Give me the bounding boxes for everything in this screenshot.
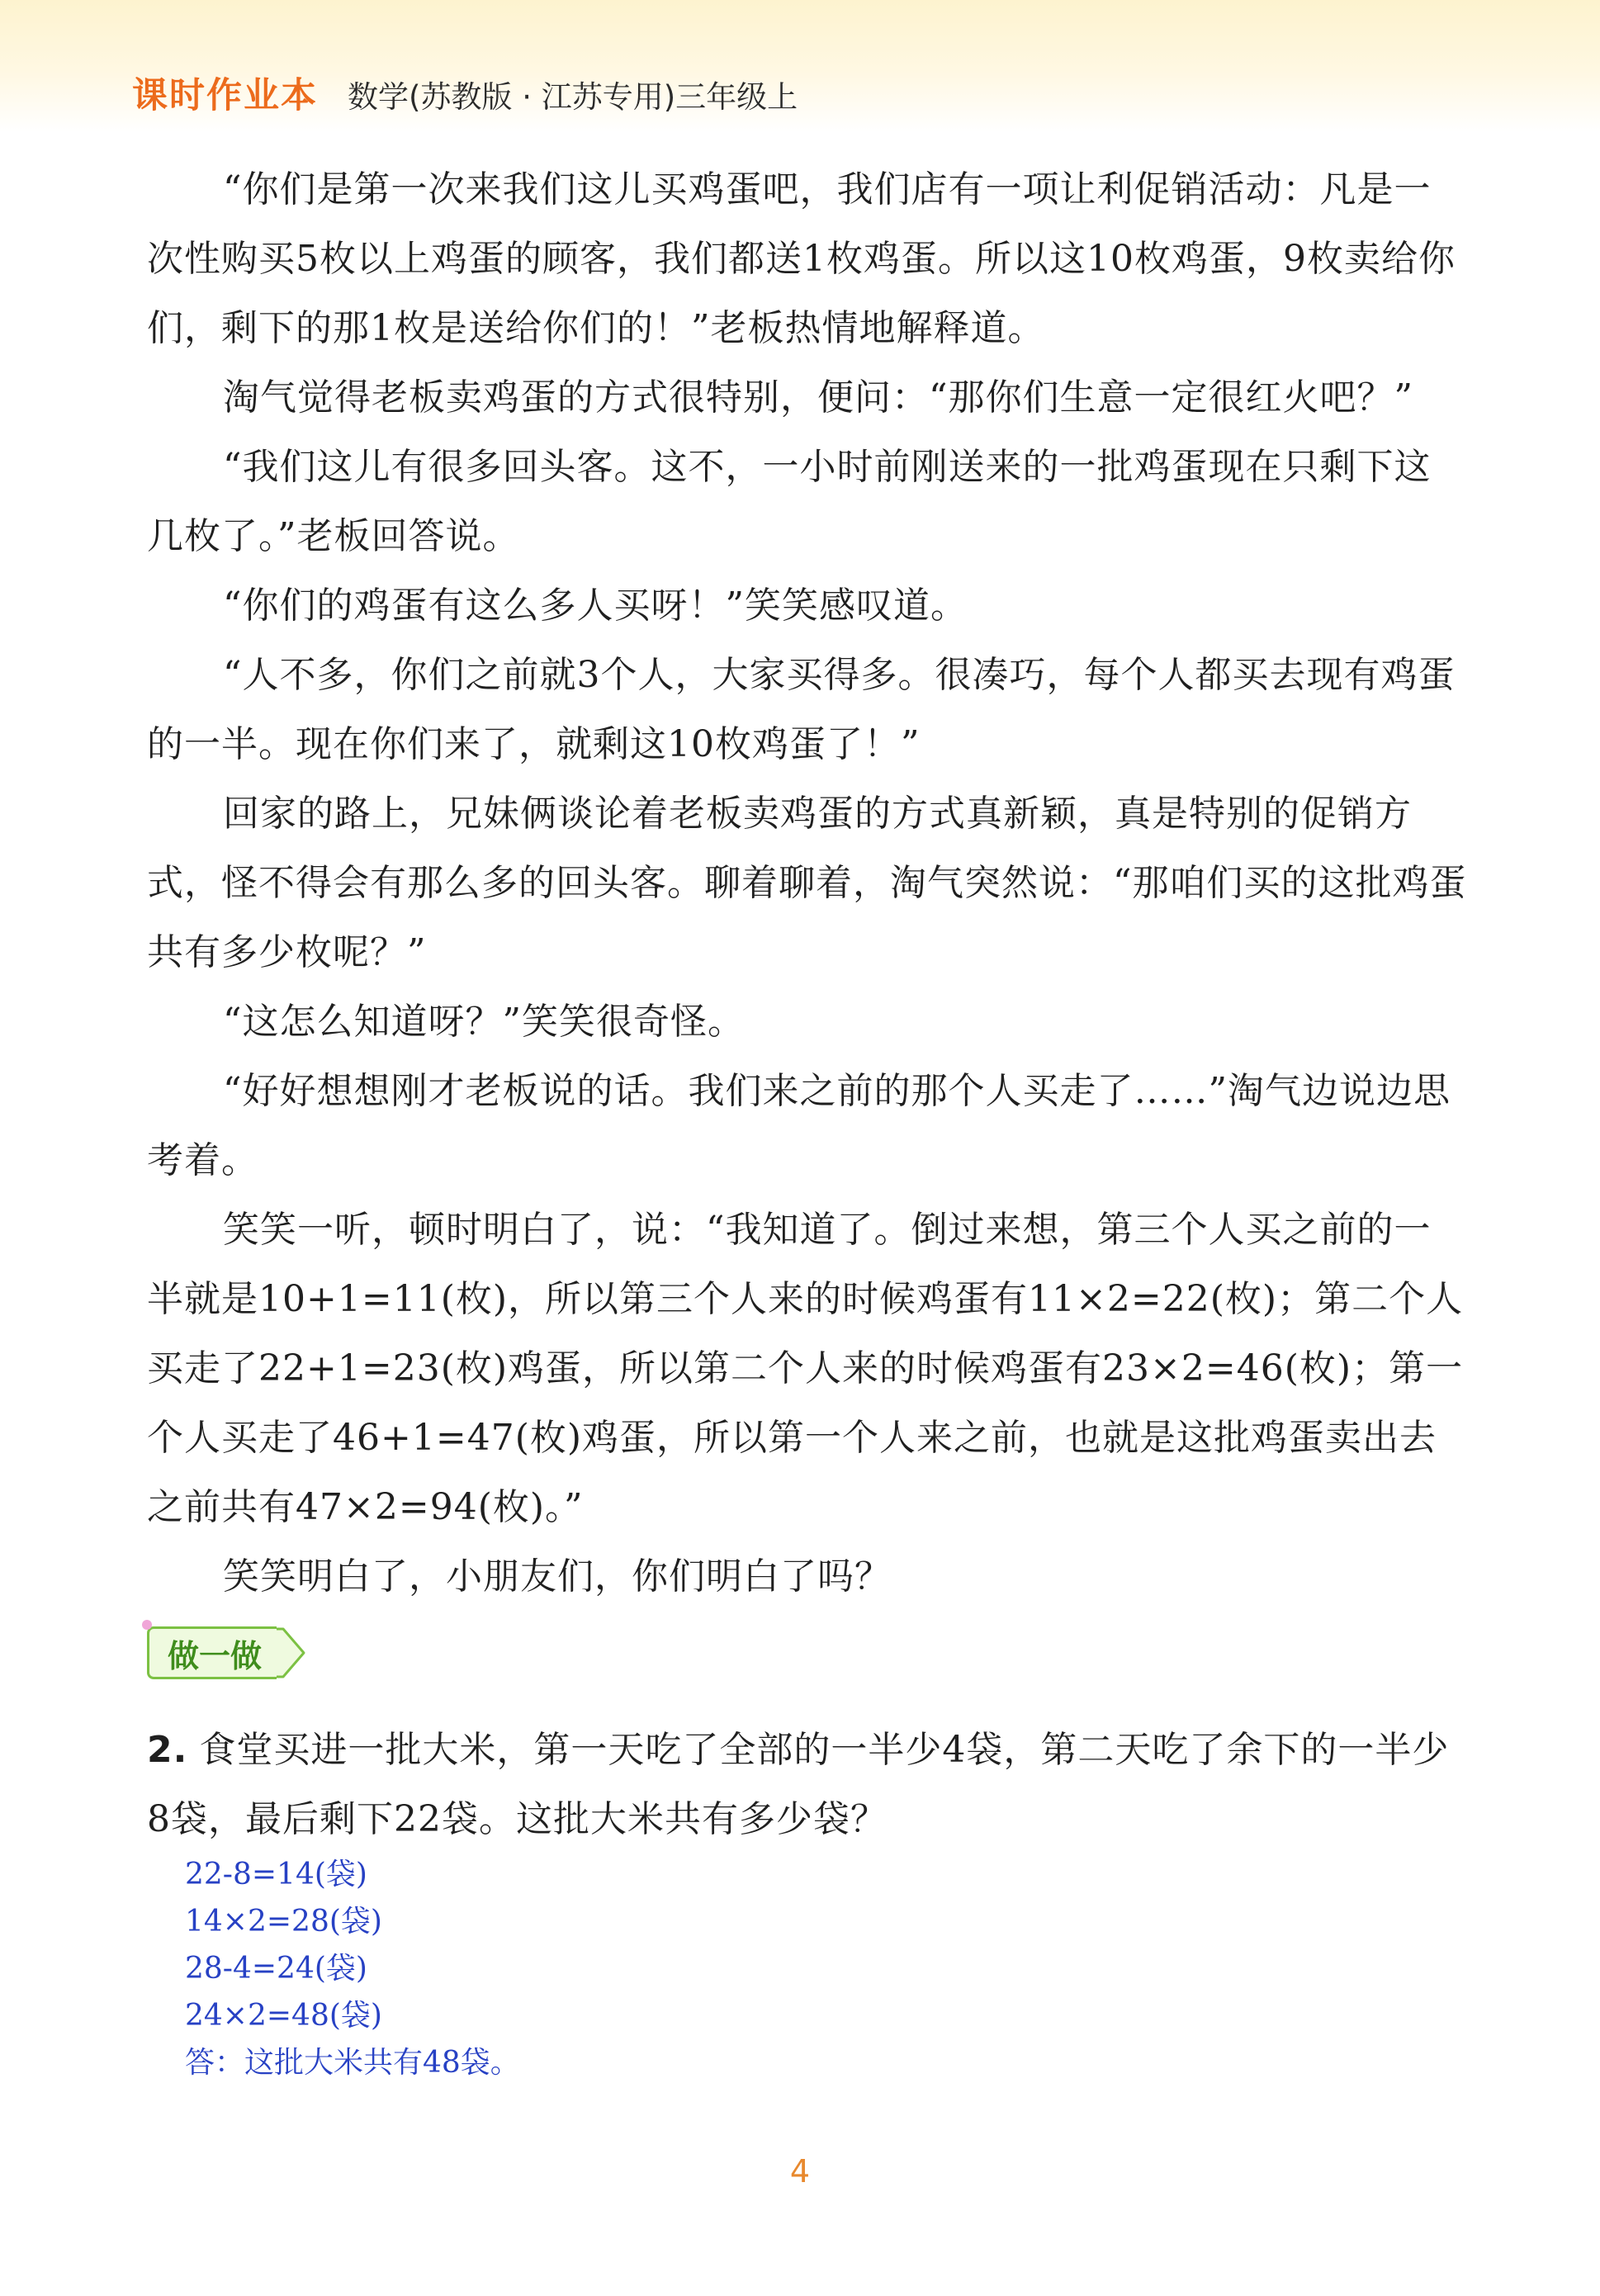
tag-arrow-icon [277, 1626, 306, 1679]
handwritten-answers [185, 1851, 520, 2086]
answer-line: 22-8=14(袋) [185, 1858, 367, 1891]
story-paragraph: “人不多，你们之前就3个人，大家买得多。很凑巧，每个人都买去现有鸡蛋的一半。现在你们来了，就剩这10枚鸡蛋了！” [147, 654, 1456, 765]
page-header [132, 68, 798, 118]
page-number: 4 [789, 2153, 811, 2189]
story-paragraph: 笑笑明白了，小朋友们，你们明白了吗？ [223, 1555, 892, 1598]
story-paragraph: “我们这儿有很多回头客。这不，一小时前刚送来的一批鸡蛋现在只剩下这几枚了。”老板回答说。 [147, 446, 1432, 557]
story-paragraph: 笑笑一听，顿时明白了，说：“我知道了。倒过来想，第三个人买之前的一半就是10+1=11(枚)，所以第三个人来的时候鸡蛋有11×2=22(枚)；第二个人买走了22+1=23(枚)鸡蛋，所以第二个人来的时候鸡蛋有23×2=46(枚)；第一个人买走了46+1=47(枚)鸡蛋，所以第一个人来之前，也就是这批鸡蛋卖出去之前共有47×2=94(枚)。” [147, 1209, 1464, 1528]
problem-text: 食堂买进一批大米，第一天吃了全部的一半少4袋，第二天吃了余下的一半少8袋，最后剩下22袋。这批大米共有多少袋？ [147, 1729, 1450, 1840]
answer-line: 14×2=28(袋) [185, 1905, 382, 1939]
story-paragraph: “你们的鸡蛋有这么多人买呀！”笑笑感叹道。 [223, 585, 968, 627]
answer-line: 24×2=48(袋) [185, 1999, 382, 2033]
story-paragraph: 淘气觉得老板卖鸡蛋的方式很特别，便问：“那你们生意一定很红火吧？” [223, 376, 1413, 419]
book-brand: 课时作业本 [132, 75, 318, 116]
exercise-problem [147, 1716, 1468, 1854]
story-paragraph: “好好想想刚才老板说的话。我们来之前的那个人买走了……”淘气边说边思考着。 [147, 1070, 1451, 1181]
section-tag [147, 1626, 306, 1679]
story-paragraph: “这怎么知道呀？”笑笑很奇怪。 [223, 1001, 745, 1043]
tag-dot-decoration [142, 1620, 152, 1630]
book-subject: 数学(苏教版 · 江苏专用)三年级上 [348, 79, 798, 115]
story-text [147, 155, 1468, 1612]
problem-number: 2. [147, 1729, 188, 1771]
answer-line: 28-4=24(袋) [185, 1952, 367, 1986]
story-paragraph: “你们是第一次来我们这儿买鸡蛋吧，我们店有一项让利促销活动：凡是一次性购买5枚以上鸡蛋的顾客，我们都送1枚鸡蛋。所以这10枚鸡蛋，9枚卖给你们，剩下的那1枚是送给你们的！”老板热情地解释道。 [147, 168, 1456, 349]
section-tag-label: 做一做 [147, 1626, 277, 1679]
story-paragraph: 回家的路上，兄妹俩谈论着老板卖鸡蛋的方式真新颖，真是特别的促销方式，怪不得会有那么多的回头客。聊着聊着，淘气突然说：“那咱们买的这批鸡蛋共有多少枚呢？” [147, 793, 1467, 973]
answer-statement: 答：这批大米共有48袋。 [185, 2046, 520, 2080]
